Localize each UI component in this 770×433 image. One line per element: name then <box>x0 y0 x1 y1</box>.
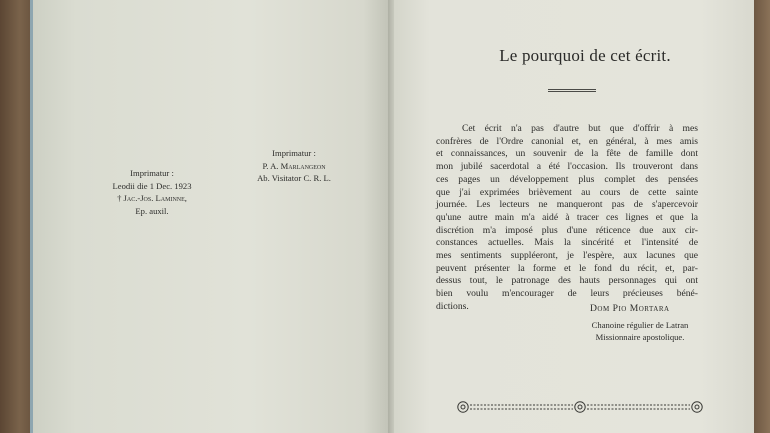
body-line: Cet écrit n'a pas d'autre but que d'offrir à mes <box>462 123 698 134</box>
rosette-center-icon <box>695 405 699 409</box>
table-surface-right <box>752 0 770 433</box>
signature-title-line1: Chanoine régulier de Latran <box>591 320 689 330</box>
imprimatur-right-line2: Ab. Visitator C. R. L. <box>257 173 331 183</box>
rosette-icon <box>692 402 702 412</box>
body-line: discrétion m'a imposé plus d'une réticence due aux cir- <box>436 224 698 236</box>
left-page <box>30 0 392 433</box>
title-divider <box>548 89 596 92</box>
imprimatur-left <box>102 167 202 217</box>
imprimatur-right-heading: Imprimatur : <box>272 148 316 158</box>
signature-name: Dom Pio Mortara <box>590 303 670 314</box>
body-line: mes sentiments suppléeront, je l'espère, aux lacunes que <box>436 250 698 262</box>
decorative-border-ornament <box>456 400 704 414</box>
rosette-center-icon <box>461 405 465 409</box>
body-line: que j'ai exprimées brièvement au cours de cette sainte <box>436 186 698 198</box>
rosette-center-icon <box>578 405 582 409</box>
signature-title <box>560 320 720 343</box>
body-line: et connaissances, un souvenir de la fête de famille dont <box>436 148 698 160</box>
rosette-icon <box>575 402 585 412</box>
imprimatur-left-line2: † Jac.-Jos. Laminne, <box>117 193 187 203</box>
rosette-icon <box>458 402 468 412</box>
body-paragraph <box>436 123 698 314</box>
body-line: qu'une autre main m'a aidé à tracer ces lignes et que la <box>436 211 698 223</box>
body-line: ces pages un développement plus complet des pensées <box>436 173 698 185</box>
body-line: dictions. <box>436 300 469 312</box>
imprimatur-right <box>244 147 344 185</box>
page-title: Le pourquoi de cet écrit. <box>499 46 671 65</box>
body-line: bien voulu m'encourager de leurs précieuses béné- <box>436 288 698 300</box>
body-line: dessus tout, le patronage des hauts personnages qui ont <box>436 275 698 287</box>
body-line: mon jubilé sacerdotal a été l'occasion. Ils trouveront dans <box>436 161 698 173</box>
imprimatur-left-heading: Imprimatur : <box>130 168 174 178</box>
signature-title-line2: Missionnaire apostolique. <box>595 331 685 342</box>
body-line: peuvent présenter la forme et le fond du récit, et, par- <box>436 262 698 274</box>
imprimatur-right-line1: P. A. Marlangeon <box>262 160 326 171</box>
body-line: constances actuelles. Mais la sincérité et l'intensité de <box>436 237 698 249</box>
body-line: confrères de l'Ordre canonial et, en général, à mes amis <box>436 135 698 147</box>
imprimatur-left-line3: Ep. auxil. <box>135 205 169 216</box>
imprimatur-left-line1: Leodii die 1 Dec. 1923 <box>112 180 192 191</box>
body-line: journée. Les lecteurs ne manqueront pas de s'apercevoir <box>436 199 698 211</box>
